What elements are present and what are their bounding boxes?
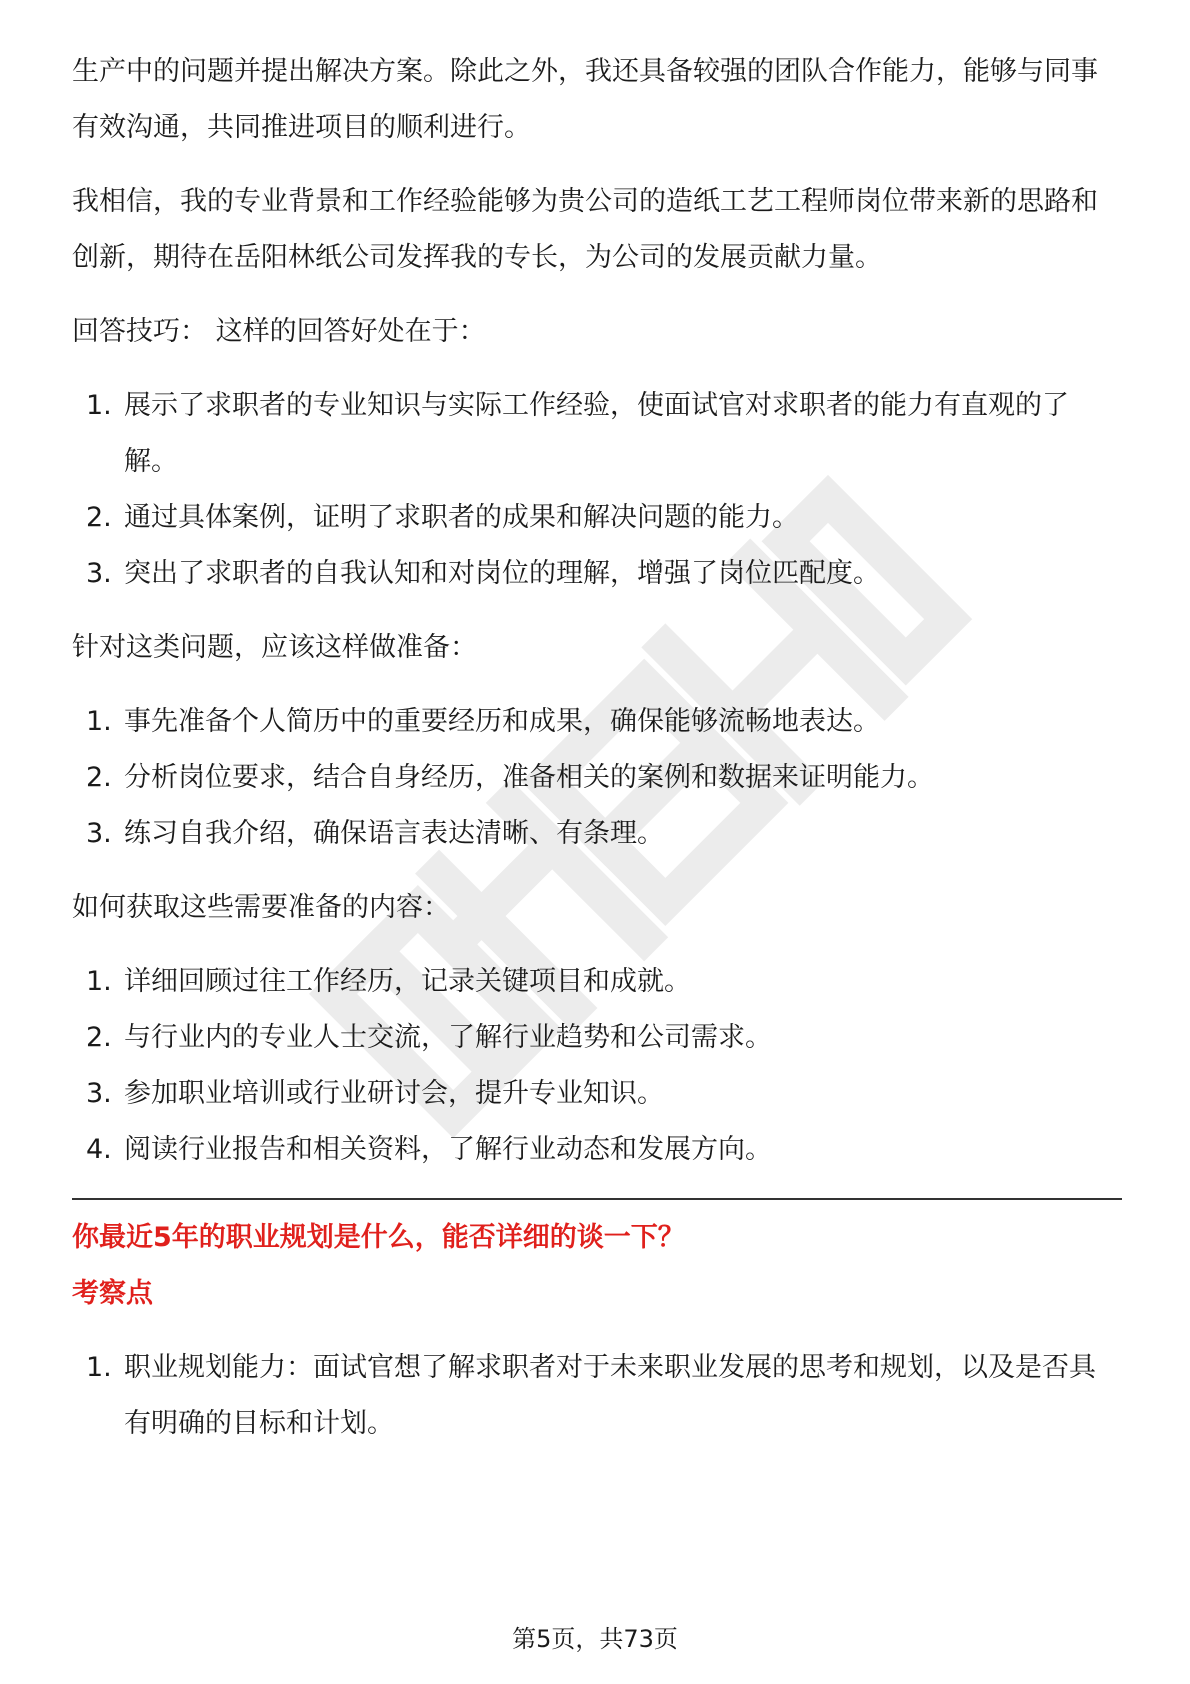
- tips-heading: 回答技巧： 这样的回答好处在于：: [72, 316, 486, 347]
- list-item-text: 参加职业培训或行业研讨会，提升专业知识。: [124, 1078, 664, 1109]
- list-item-text: 职业规划能力：面试官想了解求职者对于未来职业发展的思考和规划，以及是否具有明确的目标和计划。: [124, 1352, 1096, 1439]
- prepare-list: [72, 694, 1122, 862]
- list-number: 1.: [86, 1352, 112, 1383]
- list-item: [72, 806, 1122, 862]
- examination-points-list: [72, 1340, 1122, 1452]
- intro-paragraph-2: 我相信，我的专业背景和工作经验能够为贵公司的造纸工艺工程师岗位带来新的思路和创新，期待在岳阳林纸公司发挥我的专长，为公司的发展贡献力量。: [72, 186, 1098, 273]
- intro-paragraph-1: 生产中的问题并提出解决方案。除此之外，我还具备较强的团队合作能力，能够与同事有效沟通，共同推进项目的顺利进行。: [72, 56, 1098, 143]
- list-item-text: 突出了求职者的自我认知和对岗位的理解，增强了岗位匹配度。: [124, 558, 880, 589]
- content-area: [72, 44, 1122, 1452]
- list-number: 2.: [86, 762, 112, 793]
- obtain-heading: 如何获取这些需要准备的内容：: [72, 892, 450, 923]
- list-item-text: 分析岗位要求，结合自身经历，准备相关的案例和数据来证明能力。: [124, 762, 934, 793]
- list-item-text: 展示了求职者的专业知识与实际工作经验，使面试官对求职者的能力有直观的了解。: [124, 390, 1069, 477]
- list-number: 4.: [86, 1134, 112, 1165]
- list-item-text: 练习自我介绍，确保语言表达清晰、有条理。: [124, 818, 664, 849]
- list-number: 1.: [86, 390, 112, 421]
- list-item-text: 通过具体案例，证明了求职者的成果和解决问题的能力。: [124, 502, 799, 533]
- list-number: 3.: [86, 818, 112, 849]
- list-number: 2.: [86, 1022, 112, 1053]
- list-number: 1.: [86, 706, 112, 737]
- list-item: [72, 1122, 1122, 1178]
- list-number: 2.: [86, 502, 112, 533]
- list-item: [72, 1066, 1122, 1122]
- list-item: [72, 694, 1122, 750]
- list-item-text: 详细回顾过往工作经历，记录关键项目和成就。: [124, 966, 691, 997]
- list-number: 3.: [86, 1078, 112, 1109]
- page-number-footer: 第5页，共73页: [512, 1625, 678, 1653]
- list-item: [72, 378, 1122, 490]
- examination-points-heading: 考察点: [72, 1278, 153, 1309]
- list-item: [72, 546, 1122, 602]
- list-item: [72, 954, 1122, 1010]
- question-title: 你最近5年的职业规划是什么，能否详细的谈一下？: [72, 1222, 685, 1253]
- list-item: [72, 750, 1122, 806]
- list-item: [72, 490, 1122, 546]
- prepare-heading: 针对这类问题，应该这样做准备：: [72, 632, 477, 663]
- list-item-text: 阅读行业报告和相关资料，了解行业动态和发展方向。: [124, 1134, 772, 1165]
- list-item: [72, 1340, 1122, 1452]
- list-number: 3.: [86, 558, 112, 589]
- obtain-list: [72, 954, 1122, 1178]
- list-item: [72, 1010, 1122, 1066]
- tips-list: [72, 378, 1122, 602]
- list-item-text: 与行业内的专业人士交流，了解行业趋势和公司需求。: [124, 1022, 772, 1053]
- list-number: 1.: [86, 966, 112, 997]
- list-item-text: 事先准备个人简历中的重要经历和成果，确保能够流畅地表达。: [124, 706, 880, 737]
